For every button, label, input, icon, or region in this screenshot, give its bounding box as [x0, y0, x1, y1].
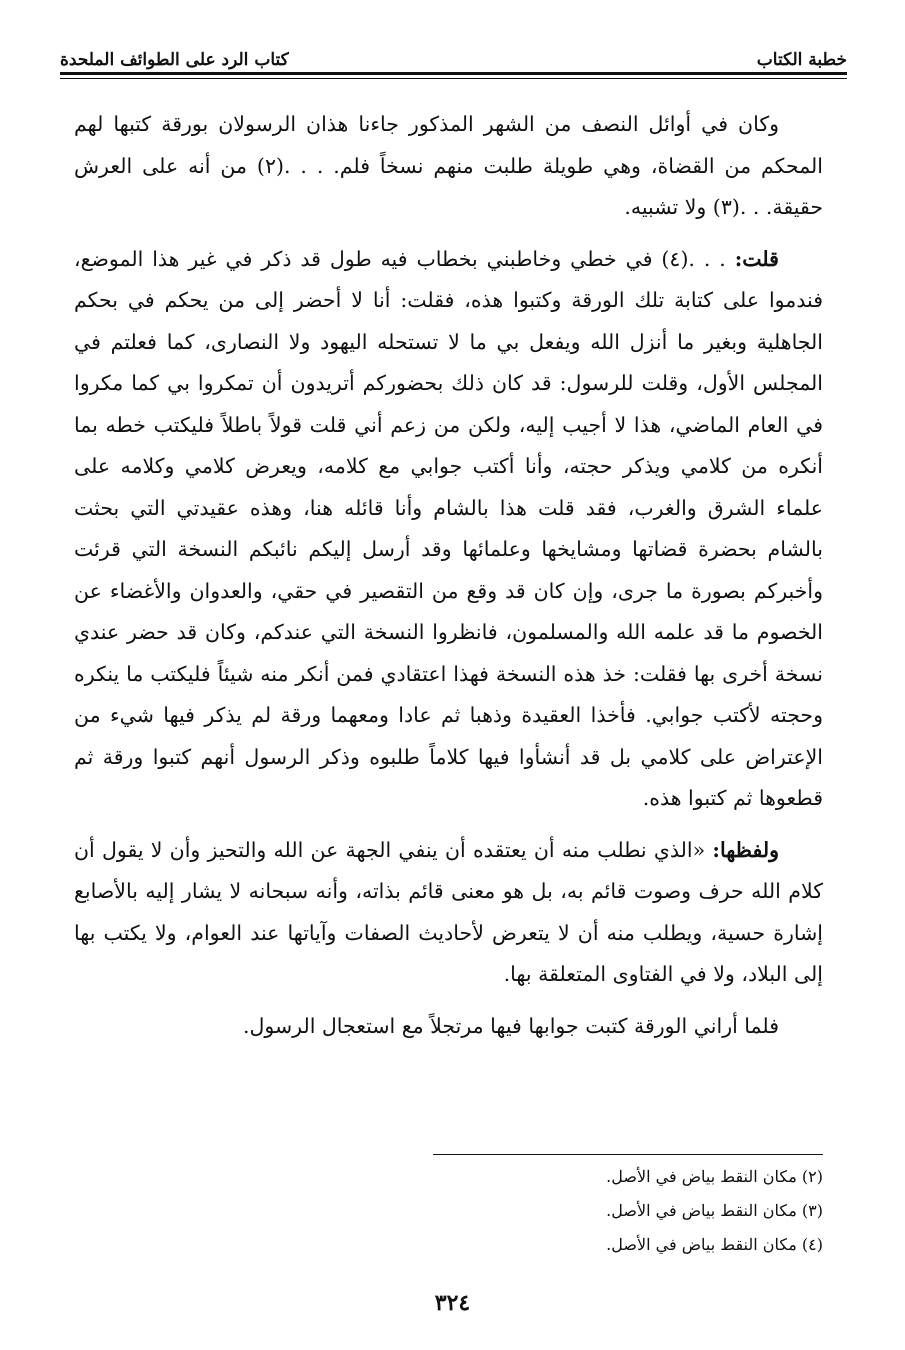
paragraph-2-lead: قلت:: [734, 246, 779, 271]
footnote-rule: [433, 1154, 823, 1155]
header-rule: [60, 72, 847, 79]
paragraph-3-lead: ولفظها:: [712, 837, 779, 862]
footnote-4: (٤) مكان النقط بياض في الأصل.: [606, 1235, 823, 1254]
page-number: ٣٢٤: [434, 1290, 471, 1316]
footnote-2: (٢) مكان النقط بياض في الأصل.: [606, 1167, 823, 1186]
running-head: [60, 40, 847, 70]
paragraph-2: [74, 239, 823, 820]
paragraph-4: [74, 1006, 823, 1048]
paragraph-3: [74, 830, 823, 996]
chapter-title: خطبة الكتاب: [756, 50, 847, 70]
main-text: [74, 104, 823, 1047]
book-title: كتاب الرد على الطوائف الملحدة: [60, 50, 289, 70]
paragraph-1-text: وكان في أوائل النصف من الشهر المذكور جاءنا هذان الرسولان بورقة كتبها لهم المحكم من القضاة، وهي طويلة طلبت منهم نسخاً فلم. . . .(٢) من أنه على العرش حقيقة. . .(٣) ولا تشبيه.: [74, 112, 823, 219]
paragraph-2-text: . . .(٤) في خطي وخاطبني بخطاب فيه طول قد ذكر في غير هذا الموضع، فندموا على كتابة تلك الورقة وكتبوا هذه، فقلت: أنا لا أحضر إلى من يحكم في بحكم الجاهلية وبغير ما أنزل الله ويفعل بي ما لا تستحله اليهود ولا النصارى، كما فعلتم في المجلس الأول، وقلت للرسول: قد كان ذلك بحضوركم أتريدون أن تمكروا بي كما مكروا في العام الماضي، هذا لا أجيب إليه، ولكن من زعم أني قلت قولاً باطلاً فليكتب خطه بما أنكره من كلامي ويذكر حجته، وأنا أكتب جوابي مع كلامه، ويعرض كلامي وكلامه على علماء الشرق والغرب، فقد قلت هذا بالشام وأنا قائله هنا، وهذه عقيدتي التي بحثت بالشام بحضرة قضاتها ومشايخها وعلمائها وقد أرسل إليكم نائبكم النسخة التي قرئت وأخبركم بصورة ما جرى، وإن كان قد وقع من التقصير في حقي، والعدوان والأغضاء عن الخصوم ما قد علمه الله والمسلمون، فانظروا النسخة التي عندكم، وكان قد حضر عندي نسخة أخرى بها فقلت: خذ هذه النسخة فهذا اعتقادي فمن أنكر منه شيئاً فليكتب ما ينكره وحجته لأكتب جوابي. فأخذا العقيدة وذهبا ثم عادا ومعهما ورقة لم يذكر فيها شيء من الإعتراض على كلامي بل قد أنشأوا فيها كلاماً طلبوه وذكر الرسول أنهم كتبوا ورقة ثم قطعوها ثم كتبوا هذه.: [74, 246, 823, 810]
paragraph-1: [74, 104, 823, 229]
paragraph-4-text: فلما أراني الورقة كتبت جوابها فيها مرتجلاً مع استعجال الرسول.: [242, 1013, 779, 1038]
footnote-3: (٣) مكان النقط بياض في الأصل.: [606, 1201, 823, 1220]
footnotes: [74, 1160, 823, 1262]
paragraph-3-text: «الذي نطلب منه أن يعتقده أن ينفي الجهة عن الله والتحيز وأن لا يقول أن كلام الله حرف وصوت قائم به، بل هو معنى قائم بذاته، وأنه سبحانه لا يشار إليه بالأصابع إشارة حسية، ويطلب منه أن لا يتعرض لأحاديث الصفات وآياتها عند العوام، ولا يكتب بها إلى البلاد، ولا في الفتاوى المتعلقة بها.: [74, 837, 823, 986]
